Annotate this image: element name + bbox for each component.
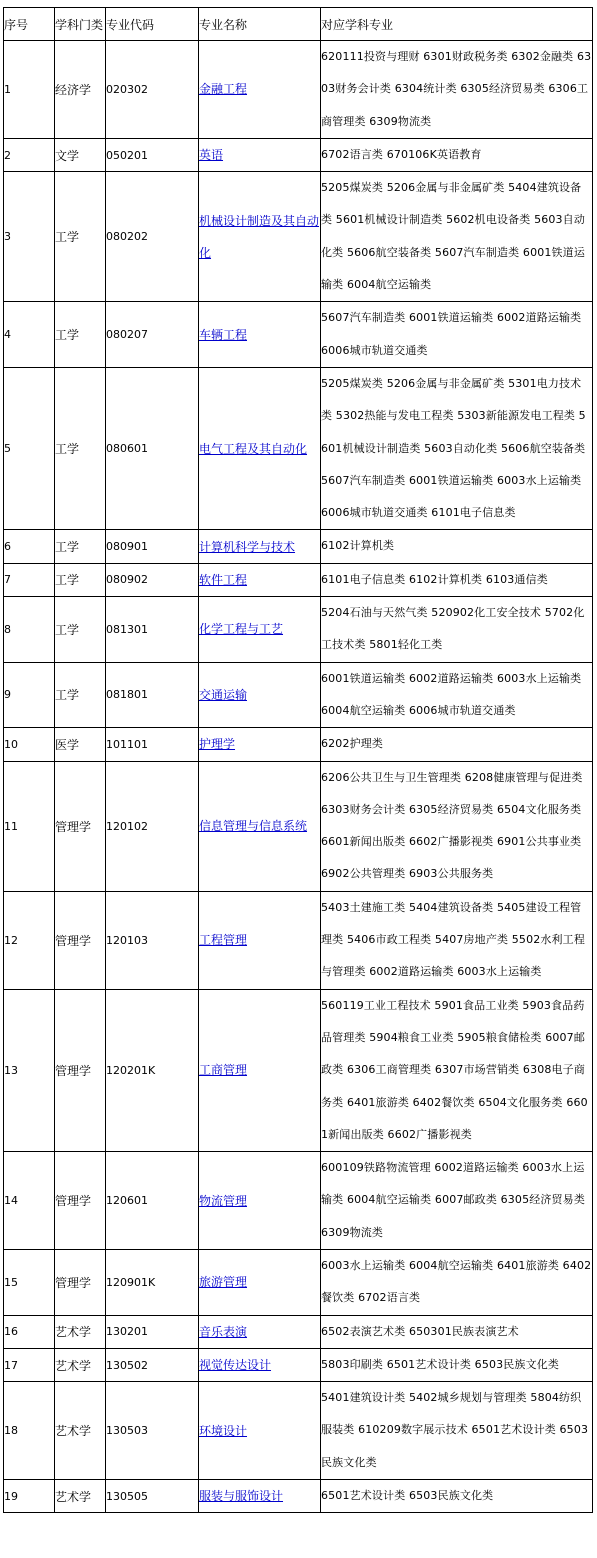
table-row (4, 1315, 593, 1348)
matching-majors-cell: 5607汽车制造类 6001铁道运输类 6002道路运输类 6006城市轨道交通类 (321, 302, 593, 368)
code-cell: 120102 (106, 761, 199, 891)
header-seq: 序号 (4, 8, 55, 41)
table-row (4, 172, 593, 302)
seq-cell: 13 (4, 989, 55, 1151)
major-name-cell (199, 302, 321, 368)
category-cell: 艺术学 (55, 1348, 106, 1381)
matching-majors-cell: 560119工业工程技术 5901食品工业类 5903食品药品管理类 5904粮食工业类 5905粮食储检类 6007邮政类 6306工商管理类 6307市场营销类 6308电子商务类 6401旅游类 6402餐饮类 6504文化服务类 6601新闻出版类 6602广播影视类 (321, 989, 593, 1151)
major-name-link[interactable]: 物流管理 (199, 1193, 248, 1208)
major-name-cell (199, 989, 321, 1151)
matching-majors-cell: 5401建筑设计类 5402城乡规划与管理类 5804纺织服装类 610209数字展示技术 6501艺术设计类 6503民族文化类 (321, 1382, 593, 1480)
seq-cell: 11 (4, 761, 55, 891)
majors-table (3, 7, 593, 1513)
major-name-link[interactable]: 工商管理 (199, 1063, 248, 1078)
code-cell: 120601 (106, 1152, 199, 1250)
matching-majors-cell: 5204石油与天然气类 520902化工安全技术 5702化工技术类 5801轻化工类 (321, 597, 593, 663)
code-cell: 130502 (106, 1348, 199, 1381)
category-cell: 工学 (55, 597, 106, 663)
seq-cell: 15 (4, 1249, 55, 1315)
category-cell: 艺术学 (55, 1315, 106, 1348)
matching-majors-cell: 600109铁路物流管理 6002道路运输类 6003水上运输类 6004航空运输类 6007邮政类 6305经济贸易类 6309物流类 (321, 1152, 593, 1250)
table-row (4, 530, 593, 563)
major-name-link[interactable]: 车辆工程 (199, 327, 248, 342)
code-cell: 101101 (106, 728, 199, 761)
major-name-link[interactable]: 英语 (199, 148, 224, 163)
code-cell: 130505 (106, 1480, 199, 1513)
header-code: 专业代码 (106, 8, 199, 41)
seq-cell: 18 (4, 1382, 55, 1480)
matching-majors-cell: 6202护理类 (321, 728, 593, 761)
major-name-cell (199, 891, 321, 989)
major-name-cell (199, 1249, 321, 1315)
table-row (4, 367, 593, 529)
category-cell: 工学 (55, 563, 106, 596)
matching-majors-cell: 5403土建施工类 5404建筑设备类 5405建设工程管理类 5406市政工程类 5407房地产类 5502水利工程与管理类 6002道路运输类 6003水上运输类 (321, 891, 593, 989)
seq-cell: 10 (4, 728, 55, 761)
code-cell: 080202 (106, 172, 199, 302)
table-row (4, 563, 593, 596)
matching-majors-cell: 6101电子信息类 6102计算机类 6103通信类 (321, 563, 593, 596)
category-cell: 经济学 (55, 41, 106, 139)
major-name-cell (199, 530, 321, 563)
seq-cell: 19 (4, 1480, 55, 1513)
category-cell: 工学 (55, 662, 106, 728)
seq-cell: 4 (4, 302, 55, 368)
major-name-cell (199, 563, 321, 596)
table-row (4, 1348, 593, 1381)
category-cell: 管理学 (55, 989, 106, 1151)
code-cell: 120103 (106, 891, 199, 989)
major-name-link[interactable]: 音乐表演 (199, 1324, 248, 1339)
category-cell: 工学 (55, 367, 106, 529)
matching-majors-cell: 6501艺术设计类 6503民族文化类 (321, 1480, 593, 1513)
table-header-row (4, 8, 593, 41)
matching-majors-cell: 6001铁道运输类 6002道路运输类 6003水上运输类 6004航空运输类 6006城市轨道交通类 (321, 662, 593, 728)
code-cell: 080901 (106, 530, 199, 563)
major-name-cell (199, 172, 321, 302)
seq-cell: 17 (4, 1348, 55, 1381)
major-name-cell (199, 662, 321, 728)
code-cell: 020302 (106, 41, 199, 139)
seq-cell: 9 (4, 662, 55, 728)
matching-majors-cell: 6003水上运输类 6004航空运输类 6401旅游类 6402餐饮类 6702语言类 (321, 1249, 593, 1315)
major-name-link[interactable]: 护理学 (199, 737, 236, 752)
major-name-link[interactable]: 服装与服饰设计 (199, 1489, 284, 1504)
major-name-cell (199, 597, 321, 663)
table-row (4, 891, 593, 989)
matching-majors-cell: 6502表演艺术类 650301民族表演艺术 (321, 1315, 593, 1348)
code-cell: 081801 (106, 662, 199, 728)
category-cell: 管理学 (55, 761, 106, 891)
category-cell: 艺术学 (55, 1382, 106, 1480)
major-name-cell (199, 1315, 321, 1348)
table-row (4, 1152, 593, 1250)
header-matching-majors: 对应学科专业 (321, 8, 593, 41)
major-name-cell (199, 367, 321, 529)
category-cell: 艺术学 (55, 1480, 106, 1513)
table-row (4, 728, 593, 761)
matching-majors-cell: 5803印刷类 6501艺术设计类 6503民族文化类 (321, 1348, 593, 1381)
seq-cell: 8 (4, 597, 55, 663)
major-name-cell (199, 1382, 321, 1480)
table-row (4, 1249, 593, 1315)
major-name-link[interactable]: 化学工程与工艺 (199, 622, 284, 637)
code-cell: 081301 (106, 597, 199, 663)
code-cell: 080902 (106, 563, 199, 596)
matching-majors-cell: 5205煤炭类 5206金属与非金属矿类 5301电力技术类 5302热能与发电工程类 5303新能源发电工程类 5601机械设计制造类 5603自动化类 5606航空装备类 5607汽车制造类 6001铁道运输类 6003水上运输类 6006城市轨道交通类 6101电子信息类 (321, 367, 593, 529)
major-name-link[interactable]: 信息管理与信息系统 (199, 819, 308, 834)
table-row (4, 989, 593, 1151)
major-name-link[interactable]: 环境设计 (199, 1423, 248, 1438)
major-name-cell (199, 138, 321, 171)
major-name-link[interactable]: 工程管理 (199, 933, 248, 948)
table-row (4, 138, 593, 171)
category-cell: 管理学 (55, 1152, 106, 1250)
seq-cell: 2 (4, 138, 55, 171)
category-cell: 文学 (55, 138, 106, 171)
category-cell: 管理学 (55, 1249, 106, 1315)
code-cell: 080207 (106, 302, 199, 368)
code-cell: 050201 (106, 138, 199, 171)
seq-cell: 1 (4, 41, 55, 139)
major-name-link[interactable]: 旅游管理 (199, 1275, 248, 1290)
major-name-link[interactable]: 金融工程 (199, 82, 248, 97)
seq-cell: 14 (4, 1152, 55, 1250)
seq-cell: 3 (4, 172, 55, 302)
matching-majors-cell: 6206公共卫生与卫生管理类 6208健康管理与促进类 6303财务会计类 6305经济贸易类 6504文化服务类 6601新闻出版类 6602广播影视类 6901公共事业类 6902公共管理类 6903公共服务类 (321, 761, 593, 891)
matching-majors-cell: 6702语言类 670106K英语教育 (321, 138, 593, 171)
header-major-name: 专业名称 (199, 8, 321, 41)
matching-majors-cell: 620111投资与理财 6301财政税务类 6302金融类 6303财务会计类 6304统计类 6305经济贸易类 6306工商管理类 6309物流类 (321, 41, 593, 139)
category-cell: 工学 (55, 302, 106, 368)
seq-cell: 12 (4, 891, 55, 989)
code-cell: 120201K (106, 989, 199, 1151)
code-cell: 130503 (106, 1382, 199, 1480)
seq-cell: 7 (4, 563, 55, 596)
major-name-link[interactable]: 计算机科学与技术 (199, 539, 296, 554)
table-row (4, 41, 593, 139)
table-row (4, 1480, 593, 1513)
major-name-link[interactable]: 视觉传达设计 (199, 1358, 272, 1373)
table-row (4, 761, 593, 891)
major-name-link[interactable]: 机械设计制造及其自动化 (199, 213, 320, 260)
code-cell: 130201 (106, 1315, 199, 1348)
major-name-link[interactable]: 电气工程及其自动化 (199, 441, 308, 456)
table-row (4, 1382, 593, 1480)
category-cell: 管理学 (55, 891, 106, 989)
seq-cell: 5 (4, 367, 55, 529)
matching-majors-cell: 6102计算机类 (321, 530, 593, 563)
table-row (4, 662, 593, 728)
category-cell: 工学 (55, 172, 106, 302)
major-name-cell (199, 1348, 321, 1381)
major-name-link[interactable]: 交通运输 (199, 687, 248, 702)
table-body (4, 41, 593, 1513)
header-category: 学科门类 (55, 8, 106, 41)
major-name-cell (199, 1152, 321, 1250)
major-name-link[interactable]: 软件工程 (199, 572, 248, 587)
major-name-cell (199, 1480, 321, 1513)
code-cell: 120901K (106, 1249, 199, 1315)
table-row (4, 597, 593, 663)
major-name-cell (199, 761, 321, 891)
code-cell: 080601 (106, 367, 199, 529)
category-cell: 医学 (55, 728, 106, 761)
major-name-cell (199, 728, 321, 761)
table-row (4, 302, 593, 368)
matching-majors-cell: 5205煤炭类 5206金属与非金属矿类 5404建筑设备类 5601机械设计制造类 5602机电设备类 5603自动化类 5606航空装备类 5607汽车制造类 6001铁道运输类 6004航空运输类 (321, 172, 593, 302)
seq-cell: 6 (4, 530, 55, 563)
major-name-cell (199, 41, 321, 139)
seq-cell: 16 (4, 1315, 55, 1348)
category-cell: 工学 (55, 530, 106, 563)
